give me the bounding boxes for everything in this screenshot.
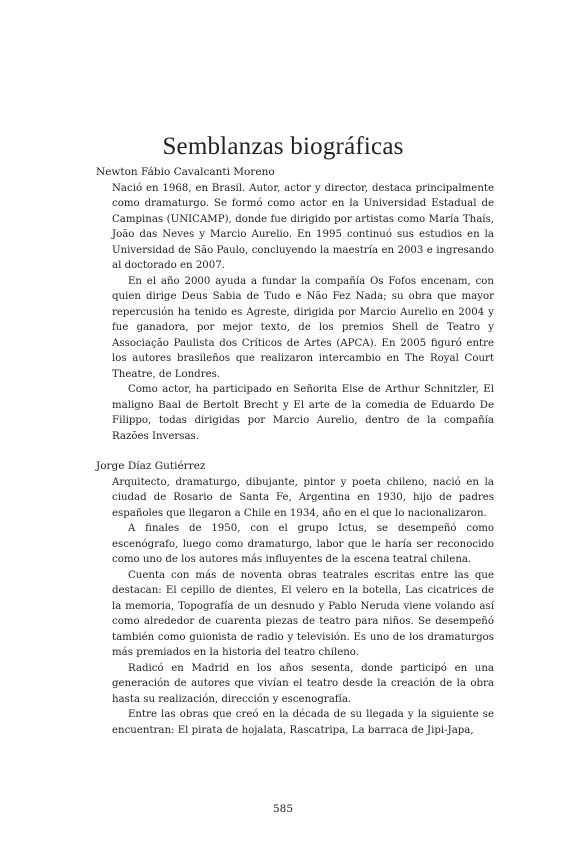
- paragraph: A finales de 1950, con el grupo Ictus, se desempeñó como escenógrafo, luego como dramaturgo, labor que le haría ser reconocido como uno de los autores más influyentes de la escena teatral chilena.: [112, 523, 494, 565]
- paragraph: En el año 2000 ayuda a fundar la compañía Os Fofos encenam, con quien dirige Deus Sabia de Tudo e Não Fez Nada; su obra que mayor repercusión ha tenido es Agreste, dirigida por Marcio Aurelio en 2004 y fue ganadora, por mejor texto, de los premios Shell de Teatro y Associação Paulista dos Críticos de Artes (APCA). En 2005 figuró entre los autores brasileños que realizaron intercambio en The Royal Court Theatre, de Londres.: [112, 275, 494, 380]
- paragraph: Arquitecto, dramaturgo, dibujante, pintor y poeta chileno, nació en la ciudad de Rosario de Santa Fe, Argentina en 1930, hijo de padres españoles que llegaron a Chile en 1934, año en el que lo nacionalizaron.: [112, 476, 494, 519]
- paragraph: Como actor, ha participado en Señorita Else de Arthur Schnitzler, El maligno Baal de Bertolt Brecht y El arte de la comedia de Eduardo De Filippo, todas dirigidas por Marcio Aurelio, dentro de la compañía Razões Inversas.: [112, 384, 494, 442]
- paragraph: Radicó en Madrid en los años sesenta, donde participó en una generación de autores que vivían el teatro desde la creación de la obra hasta su realización, dirección y escenografía.: [112, 662, 494, 705]
- biography-text: [96, 475, 494, 739]
- paragraph: Entre las obras que creó en la década de su llegada y la siguiente se encuentran: El pirata de hojalata, Rascatripa, La barraca de Jipi-Japa,: [112, 709, 494, 736]
- author-name: Jorge Díaz Gutiérrez: [96, 460, 206, 472]
- page-number: 585: [272, 803, 294, 815]
- biography-entry: [96, 459, 494, 738]
- page-title: Semblanzas biográficas: [162, 132, 404, 160]
- biography-text: [96, 181, 494, 445]
- author-name: Newton Fábio Cavalcanti Moreno: [96, 166, 275, 178]
- biography-entry: [96, 165, 494, 444]
- paragraph: Nació en 1968, en Brasil. Autor, actor y director, destaca principalmente como dramaturgo. Se formó como actor en la Universidad Estadual de Campinas (UNICAMP), donde fue dirigido por artistas como María Thaís, João das Neves y Marcio Aurelio. En 1995 continuó sus estudios en la Universidad de São Paulo, concluyendo la maestría en 2003 e ingresando al doctorado en 2007.: [112, 182, 494, 271]
- paragraph: Cuenta con más de noventa obras teatrales escritas entre las que destacan: El cepillo de dientes, El velero en la botella, Las cicatrices de la memoria, Topografía de un desnudo y Pablo Neruda viene volando así como alrededor de cuarenta piezas de teatro para niños. Se desempeñó también como guionista de radio y televisión. Es uno de los dramaturgos más premiados en la historia del teatro chileno.: [112, 569, 494, 658]
- biographies: [96, 165, 494, 753]
